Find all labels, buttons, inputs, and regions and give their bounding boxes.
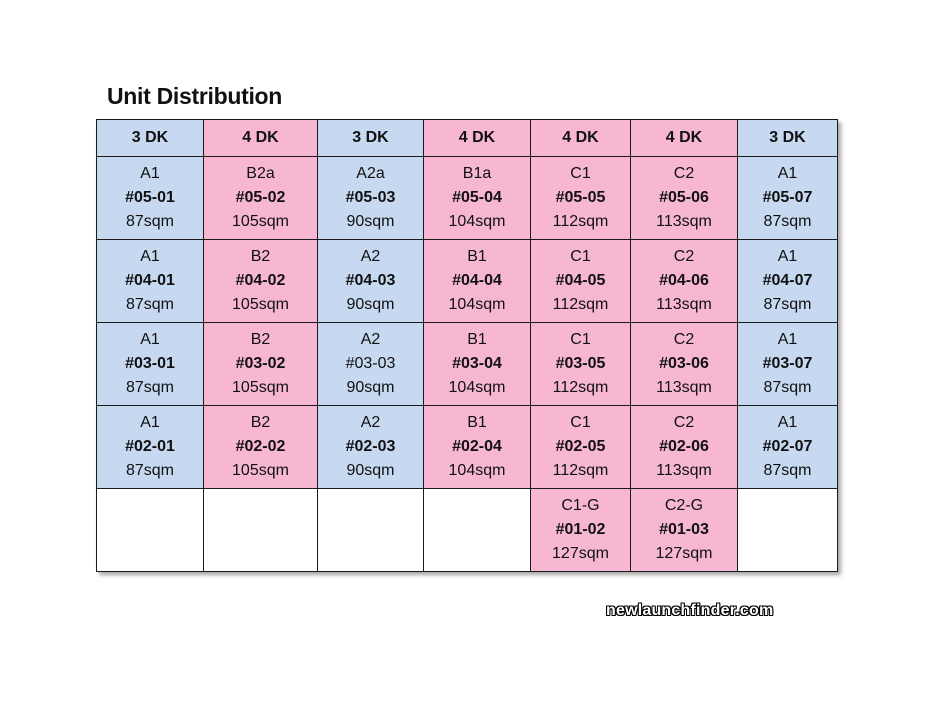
empty-cell xyxy=(738,489,838,572)
unit-area: 113sqm xyxy=(656,213,712,230)
table-row xyxy=(97,323,838,406)
unit-area: 87sqm xyxy=(125,296,175,313)
unit-cell xyxy=(204,240,318,323)
unit-number: #05-01 xyxy=(125,189,175,206)
empty-cell xyxy=(97,489,204,572)
unit-cell xyxy=(97,323,204,406)
unit-number: #03-01 xyxy=(125,355,175,372)
unit-number: #05-06 xyxy=(659,189,709,206)
unit-number: #01-02 xyxy=(555,521,606,538)
unit-cell xyxy=(738,240,838,323)
empty-cell xyxy=(318,489,424,572)
column-header: 3 DK xyxy=(738,120,838,157)
unit-cell xyxy=(204,323,318,406)
unit-type: C1-G xyxy=(561,497,600,514)
unit-cell xyxy=(531,406,631,489)
unit-area: 90sqm xyxy=(346,296,395,313)
empty-cell xyxy=(424,489,531,572)
unit-cell xyxy=(531,157,631,240)
unit-type: A1 xyxy=(777,248,798,265)
unit-cell xyxy=(97,240,204,323)
unit-type: B1a xyxy=(462,165,492,182)
unit-type: A1 xyxy=(140,248,160,265)
unit-area: 127sqm xyxy=(655,545,713,562)
unit-area: 87sqm xyxy=(763,462,812,479)
unit-cell xyxy=(424,157,531,240)
unit-area: 105sqm xyxy=(232,462,289,479)
unit-type: A1 xyxy=(777,414,798,431)
unit-area: 104sqm xyxy=(448,296,506,313)
unit-area: 105sqm xyxy=(232,213,289,230)
table-row xyxy=(97,489,838,572)
unit-type: A1 xyxy=(777,165,798,182)
unit-number: #04-03 xyxy=(345,272,396,289)
unit-type: A2 xyxy=(360,414,381,431)
unit-number: #05-03 xyxy=(345,189,396,206)
unit-type: C2 xyxy=(673,331,695,348)
unit-type: A2 xyxy=(360,331,381,348)
unit-number: #02-05 xyxy=(555,438,606,455)
unit-cell xyxy=(531,240,631,323)
unit-number: #03-06 xyxy=(659,355,709,372)
table-row xyxy=(97,157,838,240)
unit-area: 87sqm xyxy=(763,296,812,313)
unit-number: #03-03 xyxy=(345,355,396,372)
unit-area: 112sqm xyxy=(552,296,609,313)
unit-cell xyxy=(631,240,738,323)
unit-area: 113sqm xyxy=(656,462,712,479)
unit-number: #05-07 xyxy=(762,189,813,206)
unit-number: #03-02 xyxy=(235,355,286,372)
unit-number: #05-02 xyxy=(235,189,286,206)
unit-number: #04-06 xyxy=(659,272,709,289)
unit-number: #04-05 xyxy=(555,272,606,289)
empty-cell xyxy=(204,489,318,572)
unit-type: C1 xyxy=(570,165,591,182)
unit-cell xyxy=(97,157,204,240)
unit-type: C1 xyxy=(570,414,591,431)
unit-type: B2 xyxy=(250,414,271,431)
unit-type: C2 xyxy=(673,414,695,431)
unit-type: C2-G xyxy=(664,497,704,514)
column-header: 4 DK xyxy=(204,120,318,157)
unit-number: #04-04 xyxy=(452,272,502,289)
unit-cell xyxy=(424,406,531,489)
unit-cell xyxy=(631,489,738,572)
page-title: Unit Distribution xyxy=(107,83,283,109)
unit-cell xyxy=(318,323,424,406)
table-row xyxy=(97,240,838,323)
unit-number: #04-02 xyxy=(235,272,286,289)
unit-type: B2a xyxy=(246,165,275,182)
unit-cell xyxy=(738,406,838,489)
unit-cell xyxy=(318,240,424,323)
unit-number: #02-04 xyxy=(452,438,502,455)
unit-area: 127sqm xyxy=(552,545,609,562)
unit-number: #02-03 xyxy=(345,438,396,455)
unit-type: C1 xyxy=(570,248,591,265)
unit-number: #02-07 xyxy=(762,438,813,455)
unit-area: 87sqm xyxy=(763,213,812,230)
unit-area: 113sqm xyxy=(656,296,712,313)
unit-type: B1 xyxy=(467,248,487,265)
unit-number: #02-06 xyxy=(659,438,709,455)
unit-area: 87sqm xyxy=(125,213,175,230)
column-header: 4 DK xyxy=(531,120,631,157)
unit-cell xyxy=(631,406,738,489)
unit-area: 104sqm xyxy=(448,379,506,396)
column-header: 4 DK xyxy=(424,120,531,157)
unit-type: C1 xyxy=(570,331,591,348)
unit-number: #02-02 xyxy=(235,438,286,455)
unit-number: #03-05 xyxy=(555,355,606,372)
column-header: 4 DK xyxy=(631,120,738,157)
unit-type: B2 xyxy=(250,331,271,348)
unit-area: 104sqm xyxy=(448,213,506,230)
unit-area: 90sqm xyxy=(346,213,395,230)
unit-distribution-table xyxy=(96,119,838,572)
unit-type: C2 xyxy=(673,248,695,265)
unit-type: C2 xyxy=(673,165,695,182)
unit-area: 112sqm xyxy=(552,462,609,479)
unit-area: 87sqm xyxy=(125,379,175,396)
unit-number: #03-04 xyxy=(452,355,502,372)
unit-type: A1 xyxy=(777,331,798,348)
unit-cell xyxy=(631,157,738,240)
unit-cell xyxy=(204,406,318,489)
unit-type: A1 xyxy=(140,331,160,348)
unit-type: A2 xyxy=(360,248,381,265)
unit-cell xyxy=(738,323,838,406)
unit-cell xyxy=(531,489,631,572)
column-header: 3 DK xyxy=(318,120,424,157)
unit-number: #05-05 xyxy=(555,189,606,206)
unit-area: 113sqm xyxy=(656,379,712,396)
unit-cell xyxy=(631,323,738,406)
unit-area: 105sqm xyxy=(232,379,289,396)
watermark: newlaunchfinder.com xyxy=(606,602,774,619)
unit-number: #04-07 xyxy=(762,272,813,289)
unit-number: #05-04 xyxy=(452,189,502,206)
unit-number: #01-03 xyxy=(659,521,709,538)
unit-cell xyxy=(204,157,318,240)
unit-area: 112sqm xyxy=(552,213,609,230)
unit-cell xyxy=(424,240,531,323)
unit-area: 104sqm xyxy=(448,462,506,479)
unit-cell xyxy=(318,157,424,240)
header-row xyxy=(97,120,838,157)
unit-number: #03-07 xyxy=(762,355,813,372)
unit-number: #04-01 xyxy=(125,272,175,289)
unit-cell xyxy=(738,157,838,240)
unit-type: B1 xyxy=(467,414,487,431)
unit-type: B2 xyxy=(250,248,271,265)
unit-cell xyxy=(424,323,531,406)
unit-area: 87sqm xyxy=(125,462,175,479)
unit-type: B1 xyxy=(467,331,487,348)
unit-type: A1 xyxy=(140,414,160,431)
table-row xyxy=(97,406,838,489)
unit-area: 90sqm xyxy=(346,379,395,396)
unit-type: A2a xyxy=(356,165,385,182)
unit-cell xyxy=(97,406,204,489)
unit-area: 112sqm xyxy=(552,379,609,396)
column-header: 3 DK xyxy=(97,120,204,157)
unit-cell xyxy=(318,406,424,489)
unit-area: 105sqm xyxy=(232,296,289,313)
unit-area: 90sqm xyxy=(346,462,395,479)
unit-cell xyxy=(531,323,631,406)
unit-area: 87sqm xyxy=(763,379,812,396)
unit-type: A1 xyxy=(140,165,160,182)
unit-number: #02-01 xyxy=(125,438,175,455)
